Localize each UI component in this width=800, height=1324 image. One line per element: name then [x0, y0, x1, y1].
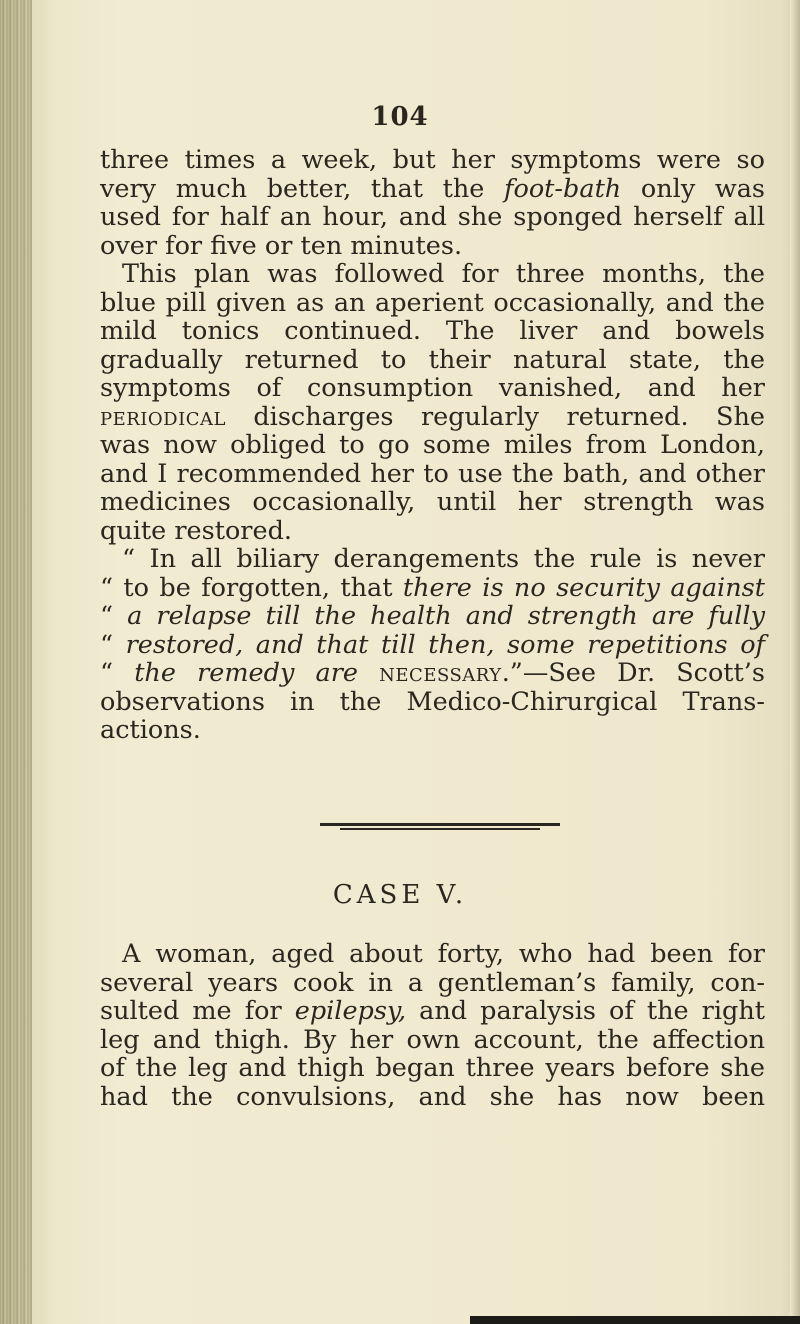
text-line [100, 659, 765, 688]
text-span: “ [100, 601, 128, 631]
text-span: “ to be forgotten, that [100, 572, 403, 603]
text-line [100, 175, 765, 204]
text-line: of the leg and thigh began three years before she [100, 1053, 765, 1083]
text-line: leg and thigh. By her own account, the affection [100, 1024, 765, 1055]
main-text [100, 146, 765, 745]
text-line: observations in the Medico-Chirurgical Trans- [100, 686, 765, 717]
divider-rule-thick [320, 823, 560, 826]
text-span: sulted me for [100, 996, 295, 1026]
text-line [100, 631, 765, 660]
text-line: medicines occasionally, until her strength was [100, 487, 765, 517]
italic-term: epilepsy, [294, 996, 407, 1026]
text-span: very much better, that the [100, 173, 505, 204]
italic-quote: restored, and that till then, some repetitions of [125, 629, 765, 660]
text-line: over for five or ten minutes. [100, 230, 463, 261]
italic-quote: the remedy are [134, 658, 380, 688]
text-span: “ [100, 658, 135, 688]
text-line: actions. [100, 715, 201, 745]
book-binding-edge [0, 0, 32, 1324]
text-line: gradually returned to their natural state, the [100, 344, 765, 375]
text-line: quite restored. [100, 515, 293, 546]
page-right-edge [790, 0, 800, 1324]
small-caps-term: necessary [379, 658, 502, 688]
text-line [100, 574, 765, 603]
small-caps-term: periodical [100, 401, 226, 432]
case-heading: CASE V. [332, 880, 468, 910]
text-line: several years cook in a gentleman’s family, con- [100, 967, 765, 998]
text-line: used for half an hour, and she sponged herself all [100, 202, 765, 232]
text-line: blue pill given as an aperient occasionally, and the [100, 287, 765, 318]
case-text [100, 940, 765, 1111]
page-number: 104 [371, 102, 429, 132]
text-line [100, 403, 765, 432]
section-divider [320, 823, 560, 830]
divider-rule-thin [340, 828, 540, 830]
text-line: “ In all biliary derangements the rule is never [122, 544, 765, 574]
bottom-edge-shadow [470, 1316, 800, 1324]
text-line: had the convulsions, and she has now been [100, 1081, 765, 1112]
text-line: mild tonics continued. The liver and bowels [100, 316, 765, 346]
text-line: This plan was followed for three months, the [122, 259, 765, 289]
text-line [100, 602, 765, 631]
text-span: only was [621, 173, 765, 204]
text-line: A woman, aged about forty, who had been for [122, 939, 765, 969]
text-span: “ [100, 629, 126, 660]
italic-quote: there is no security against [402, 572, 765, 603]
text-line [100, 997, 765, 1026]
text-line: symptoms of consumption vanished, and her [100, 373, 765, 403]
text-span: .”—See Dr. Scott’s [501, 658, 765, 688]
italic-term: foot-bath [504, 173, 622, 204]
italic-quote: a relapse till the health and strength are fully [127, 601, 765, 631]
text-line: and I recommended her to use the bath, and other [100, 458, 765, 489]
text-line: was now obliged to go some miles from London, [100, 430, 765, 460]
text-span: and paralysis of the right [406, 996, 765, 1026]
text-line: three times a week, but her symptoms were so [100, 145, 765, 175]
text-span: discharges regularly returned. She [225, 401, 765, 432]
